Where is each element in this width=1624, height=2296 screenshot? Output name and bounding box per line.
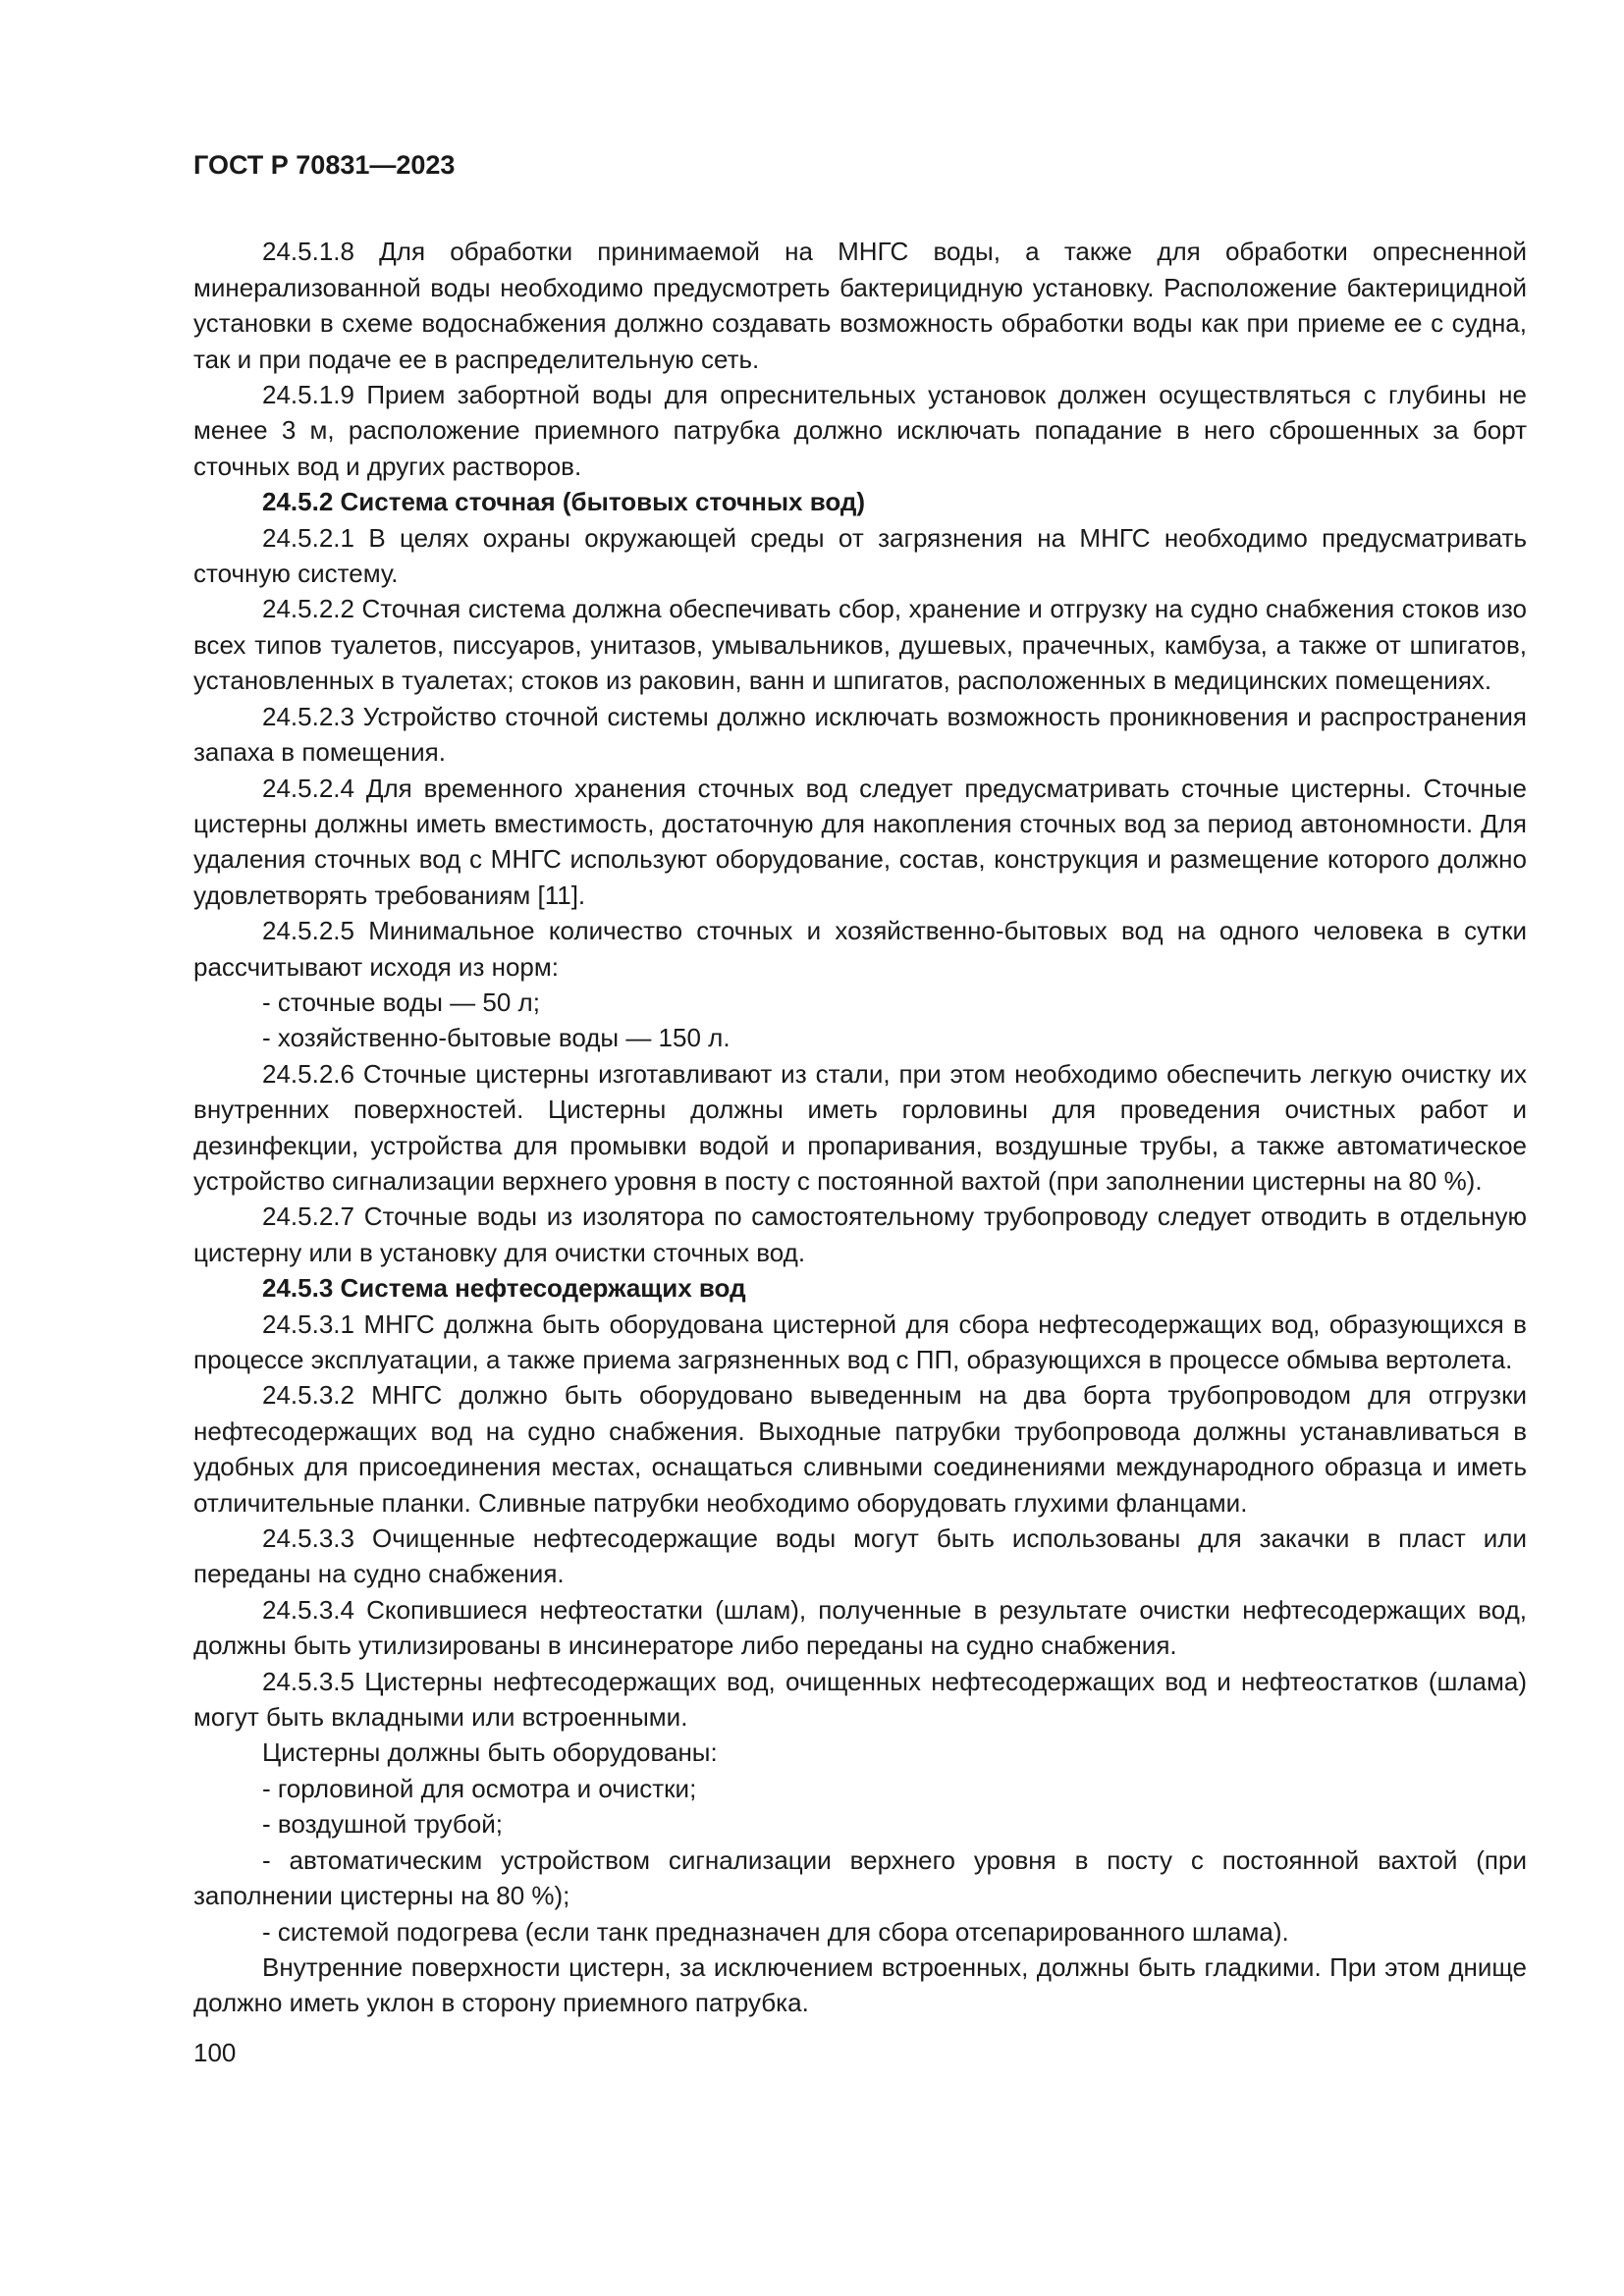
section-heading: 24.5.2 Система сточная (бытовых сточных вод) [262,487,866,517]
list-item: - системой подогрева (если танк предназначен для сбора отсепарированного шлама). [262,1916,1289,1947]
list-item: - автоматическим устройством сигнализации верхнего уровня в посту с постоянной вахтой (при заполнении цистерны на 80 %); [193,1844,1527,1911]
paragraph: Цистерны должны быть оборудованы: [262,1737,718,1768]
document-header: ГОСТ Р 70831—2023 [193,150,456,180]
paragraph: 24.5.2.3 Устройство сточной системы должно исключать возможность проникновения и распространения запаха в помещения. [193,701,1527,768]
section-heading: 24.5.3 Система нефтесодержащих вод [262,1273,746,1304]
paragraph: 24.5.1.8 Для обработки принимаемой на МНГС воды, а также для обработки опресненной минерализованной воды необходимо предусмотреть бактерицидную установку. Расположение бактерицидной установки в схеме водоснабжения должно создавать возможность обработки воды как при приеме ее с судна, так и при подаче ее в распределительную сеть. [193,237,1527,374]
paragraph: 24.5.2.1 В целях охраны окружающей среды от загрязнения на МНГС необходимо предусматривать сточную систему. [193,522,1527,589]
paragraph: 24.5.2.7 Сточные воды из изолятора по самостоятельному трубопроводу следует отводить в отдельную цистерну или в установку для очистки сточных вод. [193,1201,1527,1267]
list-item: - воздушной трубой; [262,1809,503,1840]
paragraph: 24.5.1.9 Прием забортной воды для опреснительных установок должен осуществляться с глубины не менее 3 м, расположение приемного патрубка должно исключать попадание в него сброшенных за борт сточных вод и других растворов. [193,380,1527,481]
paragraph: 24.5.2.6 Сточные цистерны изготавливают из стали, при этом необходимо обеспечить легкую очистку их внутренних поверхностей. Цистерны должны иметь горловины для проведения очистных работ и дезинфекции, устройства для промывки водой и пропаривания, воздушные трубы, а также автоматическое устройство сигнализации верхнего уровня в посту с постоянной вахтой (при заполнении цистерны на 80 %). [193,1058,1527,1196]
list-item: - горловиной для осмотра и очистки; [262,1773,697,1803]
list-item: - сточные воды — 50 л; [262,987,540,1017]
document-body [193,234,1527,2020]
paragraph: 24.5.2.4 Для временного хранения сточных вод следует предусматривать сточные цистерны. Сточные цистерны должны иметь вместимость, достаточную для накопления сточных вод за период автономности. Для удаления сточных вод с МНГС используют оборудование, состав, конструкция и размещение которого должно удовлетворять требованиям [11]. [193,773,1527,910]
document-page [193,147,1527,2070]
paragraph: 24.5.3.1 МНГС должна быть оборудована цистерной для сбора нефтесодержащих вод, образующихся в процессе эксплуатации, а также приема загрязненных вод с ПП, образующихся в процессе обмыва вертолета. [193,1308,1527,1374]
paragraph: 24.5.2.5 Минимальное количество сточных и хозяйственно-бытовых вод на одного человека в сутки рассчитывают исходя из норм: [193,916,1527,982]
page-number: 100 [193,2037,237,2067]
paragraph: 24.5.3.3 Очищенные нефтесодержащие воды могут быть использованы для закачки в пласт или переданы на судно снабжения. [193,1523,1527,1589]
paragraph: 24.5.3.4 Скопившиеся нефтеостатки (шлам), полученные в результате очистки нефтесодержащих вод, должны быть утилизированы в инсинераторе либо переданы на судно снабжения. [193,1594,1527,1661]
paragraph: Внутренние поверхности цистерн, за исключением встроенных, должны быть гладкими. При этом днище должно иметь уклон в сторону приемного патрубка. [193,1951,1527,2018]
paragraph: 24.5.3.5 Цистерны нефтесодержащих вод, очищенных нефтесодержащих вод и нефтеостатков (шлама) могут быть вкладными или встроенными. [193,1666,1527,1733]
paragraph: 24.5.3.2 МНГС должно быть оборудовано выведенным на два борта трубопроводом для отгрузки нефтесодержащих вод на судно снабжения. Выходные патрубки трубопровода должны устанавливаться в удобных для присоединения местах, оснащаться сливными соединениями международного образца и иметь отличительные планки. Сливные патрубки необходимо оборудовать глухими фланцами. [193,1380,1527,1518]
list-item: - хозяйственно-бытовые воды — 150 л. [262,1023,731,1053]
paragraph: 24.5.2.2 Сточная система должна обеспечивать сбор, хранение и отгрузку на судно снабжения стоков изо всех типов туалетов, писсуаров, унитазов, умывальников, душевых, прачечных, камбуза, а также от шпигатов, установленных в туалетах; стоков из раковин, ванн и шпигатов, расположенных в медицинских помещениях. [193,594,1527,696]
